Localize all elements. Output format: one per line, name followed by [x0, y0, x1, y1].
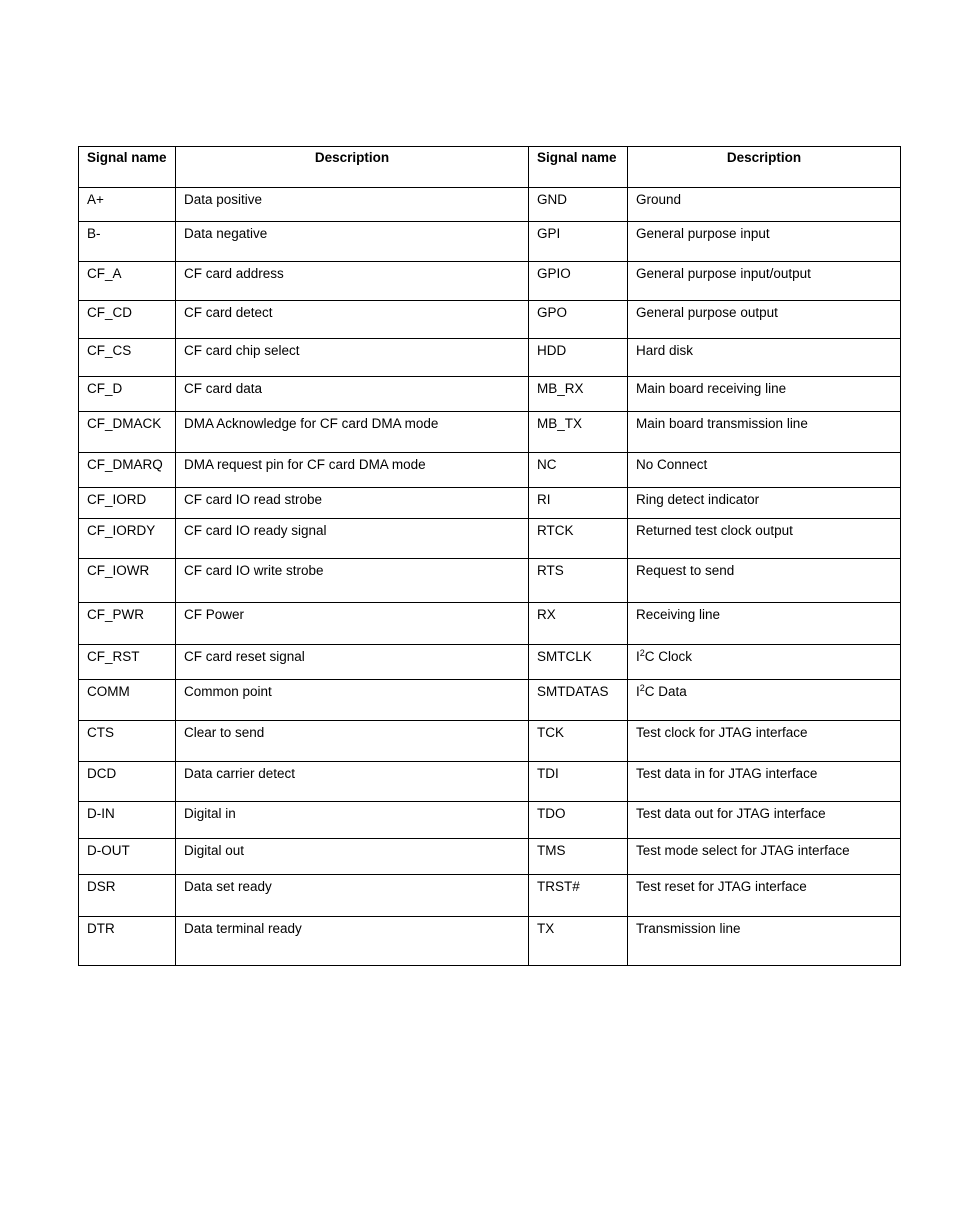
description-cell: Digital out	[176, 839, 529, 875]
signal-name-cell: SMTDATAS	[529, 680, 628, 721]
description-cell: Test data in for JTAG interface	[628, 762, 901, 802]
description-cell: CF card chip select	[176, 339, 529, 377]
table-header-row	[79, 147, 901, 188]
table-row	[79, 680, 901, 721]
i2c-prefix: I	[636, 649, 640, 664]
table-row	[79, 839, 901, 875]
description-cell: General purpose output	[628, 301, 901, 339]
header-description: Description	[628, 147, 901, 188]
signal-name-cell: CF_CD	[79, 301, 176, 339]
signal-name-cell: DSR	[79, 875, 176, 917]
table-row	[79, 721, 901, 762]
header-signal-name: Signal name	[79, 147, 176, 188]
i2c-superscript: 2	[639, 648, 645, 658]
description-cell: Main board receiving line	[628, 377, 901, 412]
description-cell: Main board transmission line	[628, 412, 901, 453]
description-cell: Transmission line	[628, 917, 901, 966]
signal-name-cell: CF_DMACK	[79, 412, 176, 453]
table-row	[79, 412, 901, 453]
description-cell: CF card IO ready signal	[176, 519, 529, 559]
signal-name-cell: A+	[79, 188, 176, 222]
signal-name-cell: DCD	[79, 762, 176, 802]
description-cell: General purpose input	[628, 222, 901, 262]
signal-name-cell: TCK	[529, 721, 628, 762]
table-row	[79, 762, 901, 802]
description-cell: Request to send	[628, 559, 901, 603]
description-cell: Clear to send	[176, 721, 529, 762]
description-cell: Digital in	[176, 802, 529, 839]
table-row	[79, 222, 901, 262]
signal-name-cell: GPI	[529, 222, 628, 262]
signal-name-cell: RI	[529, 488, 628, 519]
description-cell: DMA request pin for CF card DMA mode	[176, 453, 529, 488]
signal-name-cell: CF_RST	[79, 645, 176, 680]
signal-name-cell: MB_RX	[529, 377, 628, 412]
description-cell: CF card IO read strobe	[176, 488, 529, 519]
table-row	[79, 559, 901, 603]
signal-name-cell: CF_A	[79, 262, 176, 301]
header-description: Description	[176, 147, 529, 188]
description-cell: Test mode select for JTAG interface	[628, 839, 901, 875]
table-row	[79, 188, 901, 222]
description-cell	[628, 680, 901, 721]
signal-name-cell: TDI	[529, 762, 628, 802]
signal-name-cell: TX	[529, 917, 628, 966]
signal-name-cell: CF_DMARQ	[79, 453, 176, 488]
table-row	[79, 377, 901, 412]
signal-name-cell: CF_CS	[79, 339, 176, 377]
description-cell: CF card IO write strobe	[176, 559, 529, 603]
description-cell: Data set ready	[176, 875, 529, 917]
table-row	[79, 453, 901, 488]
signal-name-cell: CF_IORDY	[79, 519, 176, 559]
signal-name-cell: GPO	[529, 301, 628, 339]
table-row	[79, 519, 901, 559]
signal-name-cell: GND	[529, 188, 628, 222]
description-cell: Hard disk	[628, 339, 901, 377]
signal-name-cell: RX	[529, 603, 628, 645]
signal-name-cell: TDO	[529, 802, 628, 839]
table-row	[79, 917, 901, 966]
table-row	[79, 645, 901, 680]
signal-name-cell: DTR	[79, 917, 176, 966]
signal-name-cell: CF_IOWR	[79, 559, 176, 603]
description-cell: CF Power	[176, 603, 529, 645]
signal-name-cell: TMS	[529, 839, 628, 875]
signal-name-cell: SMTCLK	[529, 645, 628, 680]
description-cell: Data negative	[176, 222, 529, 262]
description-cell: Test reset for JTAG interface	[628, 875, 901, 917]
description-cell: DMA Acknowledge for CF card DMA mode	[176, 412, 529, 453]
table-body	[79, 188, 901, 966]
signal-name-cell: CF_D	[79, 377, 176, 412]
signal-name-cell: CF_IORD	[79, 488, 176, 519]
signal-name-cell: RTS	[529, 559, 628, 603]
signal-name-cell: GPIO	[529, 262, 628, 301]
description-cell: Data positive	[176, 188, 529, 222]
signal-name-cell: B-	[79, 222, 176, 262]
description-cell: Data carrier detect	[176, 762, 529, 802]
description-cell: Data terminal ready	[176, 917, 529, 966]
i2c-superscript: 2	[639, 683, 645, 693]
description-cell: Common point	[176, 680, 529, 721]
description-cell	[628, 645, 901, 680]
i2c-suffix: C Clock	[644, 649, 693, 664]
signal-name-cell: NC	[529, 453, 628, 488]
signal-table	[78, 146, 901, 966]
description-cell: CF card reset signal	[176, 645, 529, 680]
table-row	[79, 603, 901, 645]
signal-name-cell: TRST#	[529, 875, 628, 917]
description-cell: Test clock for JTAG interface	[628, 721, 901, 762]
description-cell: CF card address	[176, 262, 529, 301]
signal-name-cell: COMM	[79, 680, 176, 721]
i2c-suffix: C Data	[644, 684, 687, 699]
description-cell: CF card data	[176, 377, 529, 412]
description-cell: General purpose input/output	[628, 262, 901, 301]
table-row	[79, 802, 901, 839]
i2c-prefix: I	[636, 684, 640, 699]
description-cell: Ground	[628, 188, 901, 222]
table-row	[79, 301, 901, 339]
description-cell: Returned test clock output	[628, 519, 901, 559]
signal-name-cell: CF_PWR	[79, 603, 176, 645]
signal-name-cell: D-IN	[79, 802, 176, 839]
table-row	[79, 262, 901, 301]
signal-name-cell: CTS	[79, 721, 176, 762]
signal-name-cell: RTCK	[529, 519, 628, 559]
description-cell: Ring detect indicator	[628, 488, 901, 519]
table-row	[79, 339, 901, 377]
signal-name-cell: HDD	[529, 339, 628, 377]
signal-name-cell: D-OUT	[79, 839, 176, 875]
header-signal-name: Signal name	[529, 147, 628, 188]
description-cell: CF card detect	[176, 301, 529, 339]
description-cell: Receiving line	[628, 603, 901, 645]
signal-name-cell: MB_TX	[529, 412, 628, 453]
table-row	[79, 488, 901, 519]
table-row	[79, 875, 901, 917]
description-cell: No Connect	[628, 453, 901, 488]
description-cell: Test data out for JTAG interface	[628, 802, 901, 839]
